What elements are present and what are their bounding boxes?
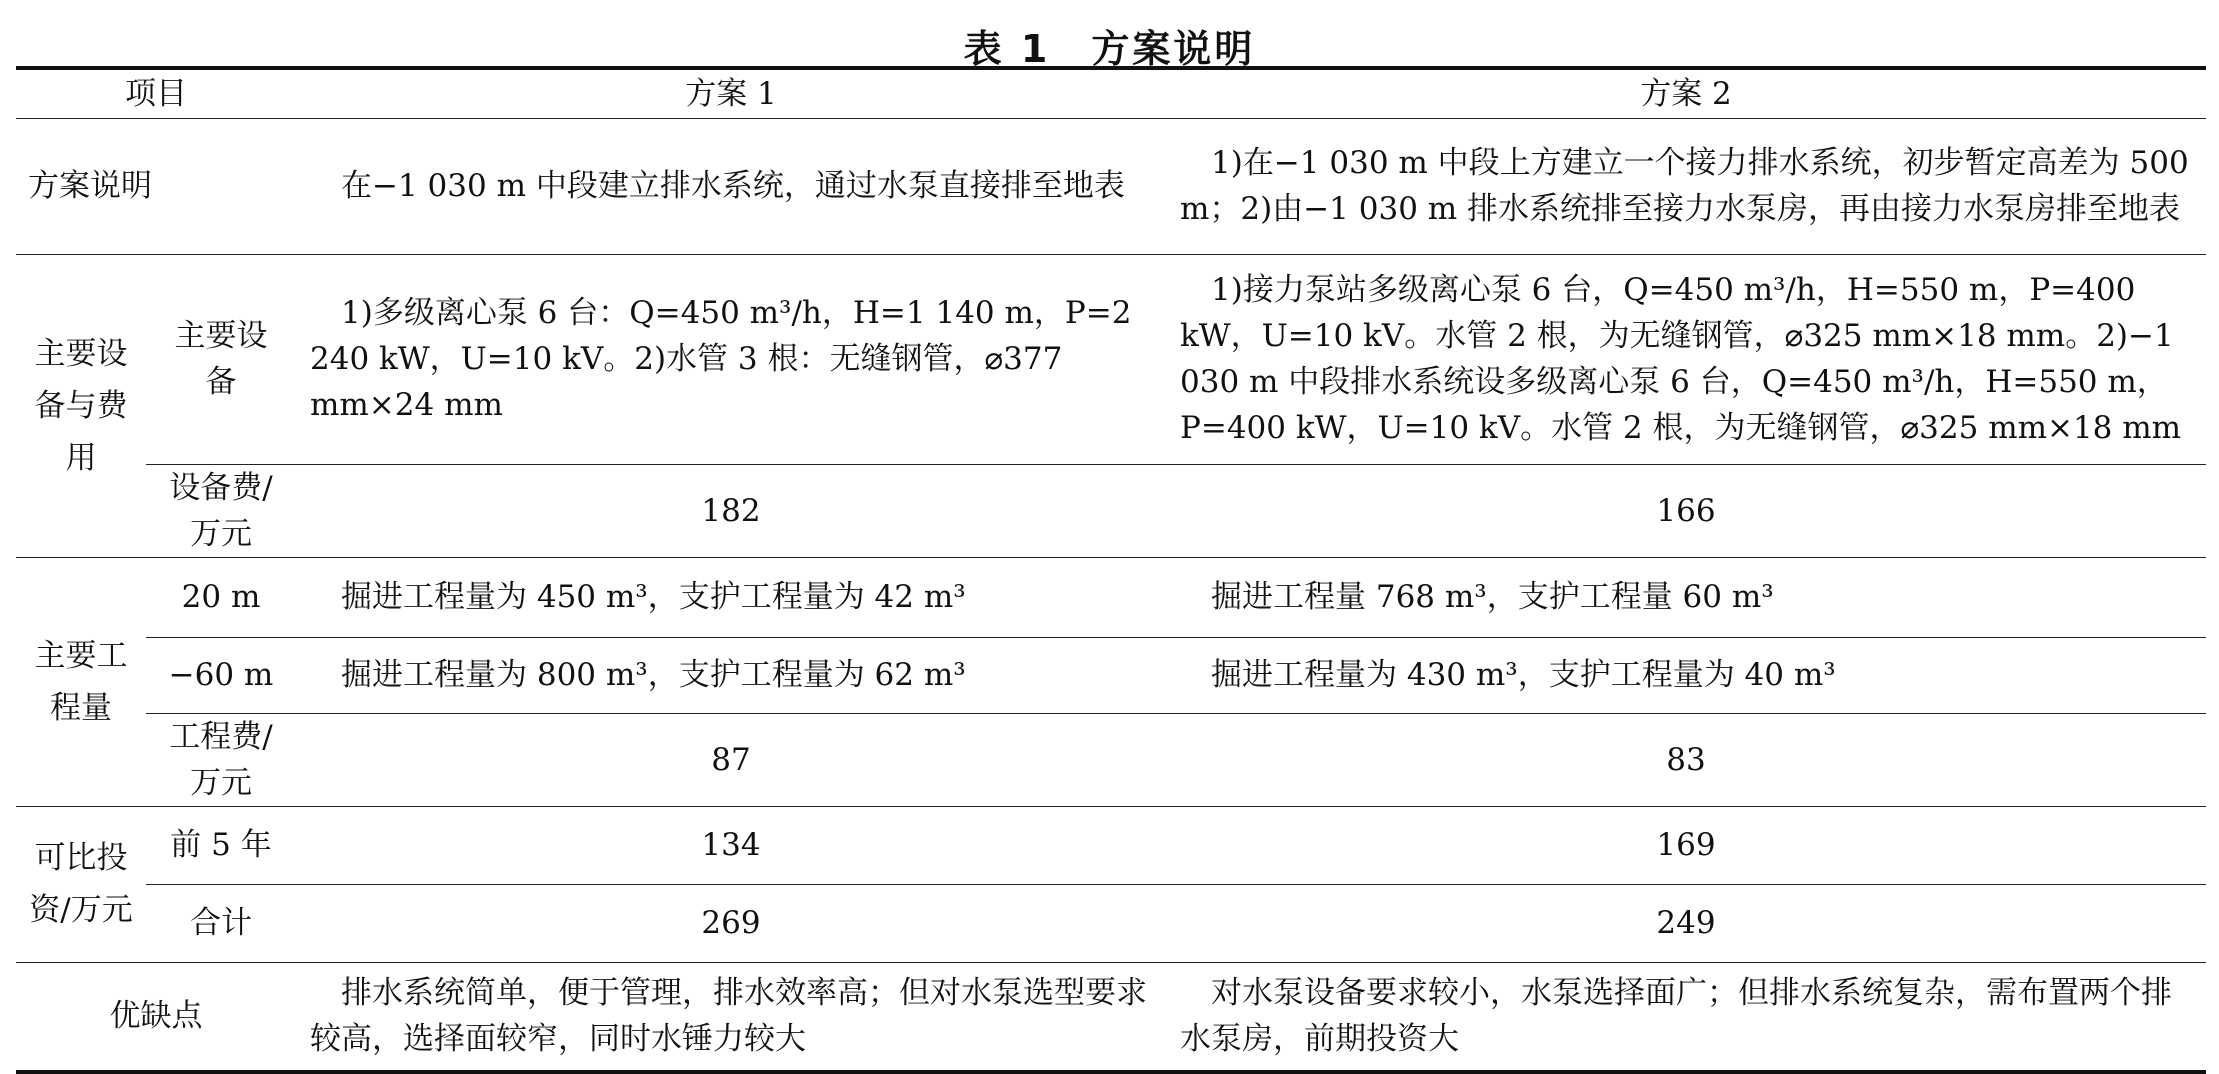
w20-plan2: 掘进工程量 768 m³，支护工程量 60 m³ — [1211, 579, 1774, 615]
table-header-row — [16, 68, 2206, 118]
equip-cost-plan2: 166 — [1656, 492, 1716, 529]
equip-plan2: 1)接力泵站多级离心泵 6 台，Q=450 m³/h，H=550 m，P=400 kW，U=10 kV。水管 2 根，为无缝钢管，⌀325 mm×18 mm。2)−1 030 m 中段排水系统设多级离心泵 6 台，Q=450 m³/h，H=550 m，P=400 kW，U=10 kV。水管 2 根，为无缝钢管，⌀325 mm×18 mm — [1180, 272, 2182, 446]
desc-plan1: 在−1 030 m 中段建立排水系统，通过水泵直接排至地表 — [341, 168, 1125, 204]
invtotal-plan2: 249 — [1656, 905, 1716, 941]
table-row — [16, 557, 2206, 637]
w60-plan2: 掘进工程量为 430 m³，支护工程量为 40 m³ — [1211, 657, 1836, 693]
row-label: 方案说明 — [28, 168, 152, 204]
table-row — [16, 464, 2206, 557]
header-plan1: 方案 1 — [296, 68, 1166, 118]
table-row — [16, 884, 2206, 962]
table-row — [16, 806, 2206, 884]
invtotal-plan1: 269 — [701, 905, 761, 941]
inv5-plan2: 169 — [1656, 827, 1716, 863]
works-cost-plan2: 83 — [1666, 741, 1706, 778]
desc-plan2: 1)在−1 030 m 中段上方建立一个接力排水系统，初步暂定高差为 500 m；2)由−1 030 m 排水系统排至接力水泵房，再由接力水泵房排至地表 — [1180, 145, 2189, 227]
row-label: 工程费/万元 — [169, 718, 273, 801]
pros-plan2: 对水泵设备要求较小，水泵选择面广；但排水系统复杂，需布置两个排水泵房，前期投资大 — [1180, 975, 2172, 1058]
table-row — [16, 962, 2206, 1072]
header-plan2: 方案 2 — [1166, 68, 2206, 118]
group-label: 主要设备与费用 — [34, 335, 128, 476]
table-row — [16, 118, 2206, 254]
header-item: 项目 — [16, 68, 296, 118]
table-row — [16, 254, 2206, 464]
row-label: 主要设备 — [174, 318, 268, 400]
works-cost-plan1: 87 — [711, 741, 751, 778]
row-label: −60 m — [168, 657, 274, 693]
row-label: 前 5 年 — [170, 827, 272, 863]
table-row — [16, 637, 2206, 713]
row-label: 合计 — [190, 905, 252, 941]
equip-plan1: 1)多级离心泵 6 台：Q=450 m³/h，H=1 140 m，P=2 240 kW，U=10 kV。2)水管 3 根：无缝钢管，⌀377 mm×24 mm — [310, 295, 1132, 423]
table-title: 表 1 方案说明 — [963, 27, 1256, 71]
inv5-plan1: 134 — [701, 827, 761, 863]
plan-table — [16, 66, 2206, 1074]
w60-plan1: 掘进工程量为 800 m³，支护工程量为 62 m³ — [341, 657, 966, 693]
row-label: 设备费/万元 — [169, 469, 273, 552]
w20-plan1: 掘进工程量为 450 m³，支护工程量为 42 m³ — [341, 579, 966, 615]
row-label: 优缺点 — [109, 998, 203, 1035]
group-label: 主要工程量 — [34, 637, 128, 726]
table-row — [16, 713, 2206, 806]
row-label: 20 m — [181, 579, 261, 615]
group-label: 可比投资/万元 — [29, 840, 133, 928]
equip-cost-plan1: 182 — [701, 492, 761, 529]
pros-plan1: 排水系统简单，便于管理，排水效率高；但对水泵选型要求较高，选择面较窄，同时水锤力较大 — [310, 975, 1147, 1058]
